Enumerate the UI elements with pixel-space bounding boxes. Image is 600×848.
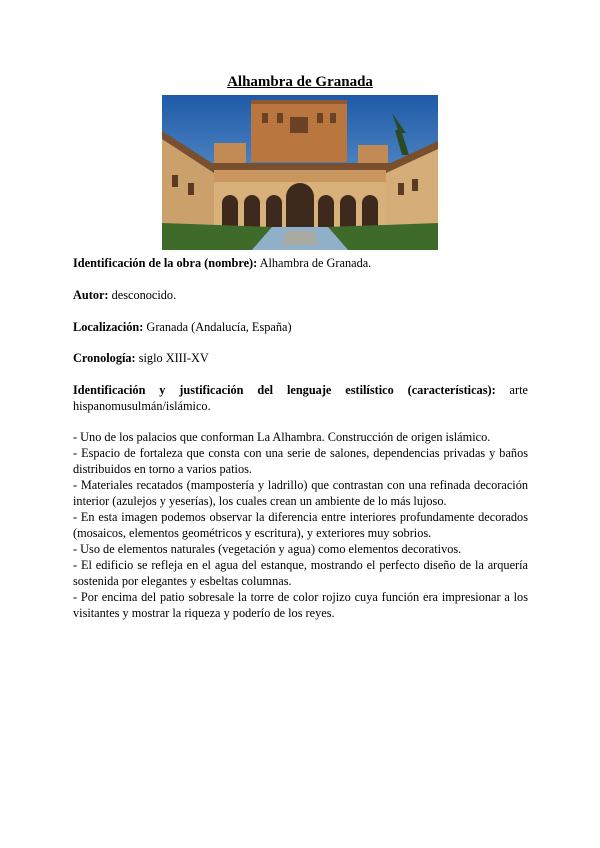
- list-item: - Uno de los palacios que conforman La Alhambra. Construcción de origen islámico.: [73, 430, 491, 444]
- field-identificacion: [73, 255, 528, 271]
- field-autor-label: Autor:: [73, 288, 109, 302]
- field-lenguaje-label: Identificación y justificación del lenguaje estilístico (características):: [73, 383, 496, 397]
- field-cronologia-value: siglo XIII-XV: [135, 351, 209, 365]
- field-lenguaje-estilistico: [73, 382, 528, 414]
- field-autor-value: desconocido.: [108, 288, 177, 302]
- list-item: - El edificio se refleja en el agua del estanque, mostrando el perfecto diseño de la arquería sostenida por elegantes y esbeltas columnas.: [73, 558, 528, 588]
- list-item: - En esta imagen podemos observar la diferencia entre interiores profundamente decorados (mosaicos, elementos geométricos y escritura), y exteriores muy sobrios.: [73, 510, 528, 540]
- list-item: - Espacio de fortaleza que consta con una serie de salones, dependencias privadas y baños distribuidos en torno a varios patios.: [73, 446, 528, 476]
- document-title: Alhambra de Granada: [227, 74, 373, 90]
- field-localizacion-label: Localización:: [73, 320, 144, 334]
- field-autor: [73, 287, 528, 303]
- field-localizacion: [73, 319, 528, 335]
- alhambra-illustration: [162, 95, 438, 250]
- list-item: - Por encima del patio sobresale la torre de color rojizo cuya función era impresionar a los visitantes y mostrar la riqueza y poderío de los reyes.: [73, 590, 528, 620]
- characteristics-list: [73, 429, 528, 621]
- field-identificacion-label: Identificación de la obra (nombre):: [73, 256, 258, 270]
- field-lenguaje-value: arte hispanomusulmán/islámico.: [73, 383, 528, 413]
- list-item: - Uso de elementos naturales (vegetación y agua) como elementos decorativos.: [73, 542, 462, 556]
- field-identificacion-value: Alhambra de Granada.: [257, 256, 372, 270]
- list-item: - Materiales recatados (mampostería y ladrillo) que contrastan con una refinada decoración interior (azulejos y yeserías), los cuales crean un ambiente de lo más lujoso.: [73, 478, 528, 508]
- field-cronologia-label: Cronología:: [73, 351, 136, 365]
- field-localizacion-value: Granada (Andalucía, España): [143, 320, 292, 334]
- alhambra-photo: [162, 95, 438, 250]
- field-cronologia: [73, 350, 528, 366]
